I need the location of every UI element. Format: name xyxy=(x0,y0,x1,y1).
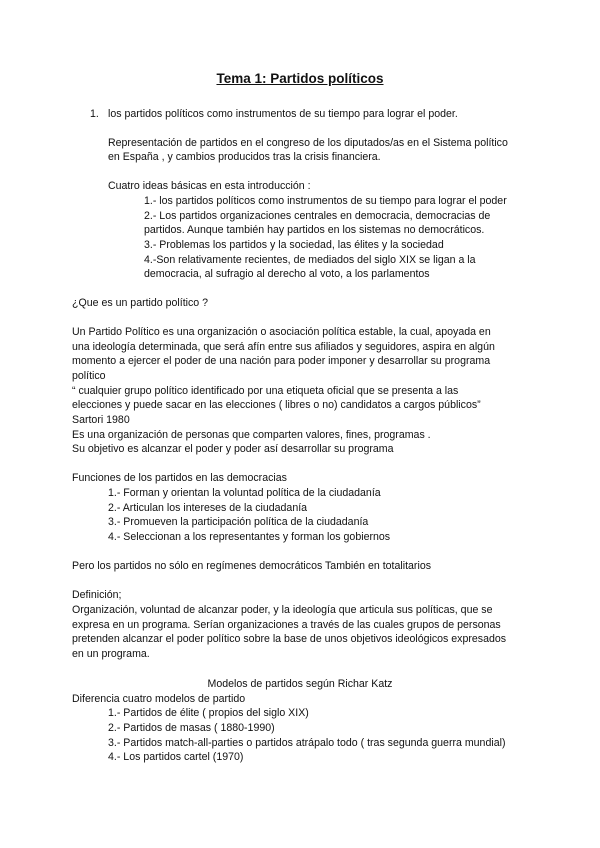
paragraph-line: momento a ejercer el poder de una nación para poder imponer y desarrollar su programa xyxy=(72,355,491,367)
paragraph-line: en España , y cambios producidos tras la crisis financiera. xyxy=(108,151,381,163)
definition-line: pretenden alcanzar el poder político sobre la base de unos objetivos ideológicos expresados xyxy=(72,633,507,645)
idea-line: democracia, al sufragio al derecho al voto, a los parlamentos xyxy=(144,268,430,280)
paragraph-line: una ideología determinada, que será afín entre sus afiliados y seguidores, aspira en algún xyxy=(72,341,495,353)
idea-line: 2.- Los partidos organizaciones centrales en democracia, democracias de xyxy=(144,210,491,222)
paragraph-line: político xyxy=(72,370,106,382)
functions-heading: Funciones de los partidos en las democracias xyxy=(72,472,287,484)
function-item: 4.- Seleccionan a los representantes y forman los gobiernos xyxy=(108,531,391,543)
paragraph-line: Representación de partidos en el congreso de los diputados/as en el Sistema político xyxy=(108,137,508,149)
page-title: Tema 1: Partidos políticos xyxy=(216,71,384,86)
quote-line: “ cualquier grupo político identificado por una etiqueta oficial que se presenta a las xyxy=(72,385,459,397)
function-item: 2.- Articulan los intereses de la ciudadanía xyxy=(108,502,308,514)
model-item: 2.- Partidos de masas ( 1880-1990) xyxy=(108,722,275,734)
quote-line: elecciones y puede sacar en las elecciones ( libres o no) candidatos a cargos públicos” xyxy=(72,399,481,411)
paragraph-line: Un Partido Político es una organización o asociación política estable, la cual, apoyada en xyxy=(72,326,491,338)
question-heading: ¿Que es un partido político ? xyxy=(72,297,209,309)
definition-heading: Definición; xyxy=(72,589,122,601)
citation: Sartori 1980 xyxy=(72,414,130,426)
function-item: 1.- Forman y orientan la voluntad política de la ciudadanía xyxy=(108,487,381,499)
regimes-note: Pero los partidos no sólo en regímenes democráticos También en totalitarios xyxy=(72,560,432,572)
ideas-intro: Cuatro ideas básicas en esta introducción : xyxy=(108,180,311,192)
paragraph-line: Su objetivo es alcanzar el poder y poder así desarrollar su programa xyxy=(72,443,394,455)
idea-line: partidos. Aunque también hay partidos en los sistemas no democráticos. xyxy=(144,224,485,236)
list-number: 1. xyxy=(90,108,99,120)
function-item: 3.- Promueven la participación política de la ciudadanía xyxy=(108,516,369,528)
model-item: 4.- Los partidos cartel (1970) xyxy=(108,751,244,763)
model-item: 3.- Partidos match-all-parties o partidos atrápalo todo ( tras segunda guerra mundial) xyxy=(108,737,506,749)
idea-line: 4.-Son relativamente recientes, de mediados del siglo XIX se ligan a la xyxy=(144,254,476,266)
model-item: 1.- Partidos de élite ( propios del siglo XIX) xyxy=(108,707,309,719)
paragraph-line: Es una organización de personas que comparten valores, fines, programas . xyxy=(72,429,431,441)
models-intro: Diferencia cuatro modelos de partido xyxy=(72,693,246,705)
definition-line: en un programa. xyxy=(72,648,150,660)
idea-line: 1.- los partidos políticos como instrumentos de su tiempo para lograr el poder xyxy=(144,195,507,207)
definition-line: Organización, voluntad de alcanzar poder, y la ideología que articula sus políticas, que se xyxy=(72,604,493,616)
models-heading: Modelos de partidos según Richar Katz xyxy=(207,678,393,690)
definition-line: expresa en un programa. Serían organizaciones a través de las cuales grupos de personas xyxy=(72,619,501,631)
list-item-text: los partidos políticos como instrumentos de su tiempo para lograr el poder. xyxy=(108,108,458,120)
idea-line: 3.- Problemas los partidos y la sociedad, las élites y la sociedad xyxy=(144,239,444,251)
